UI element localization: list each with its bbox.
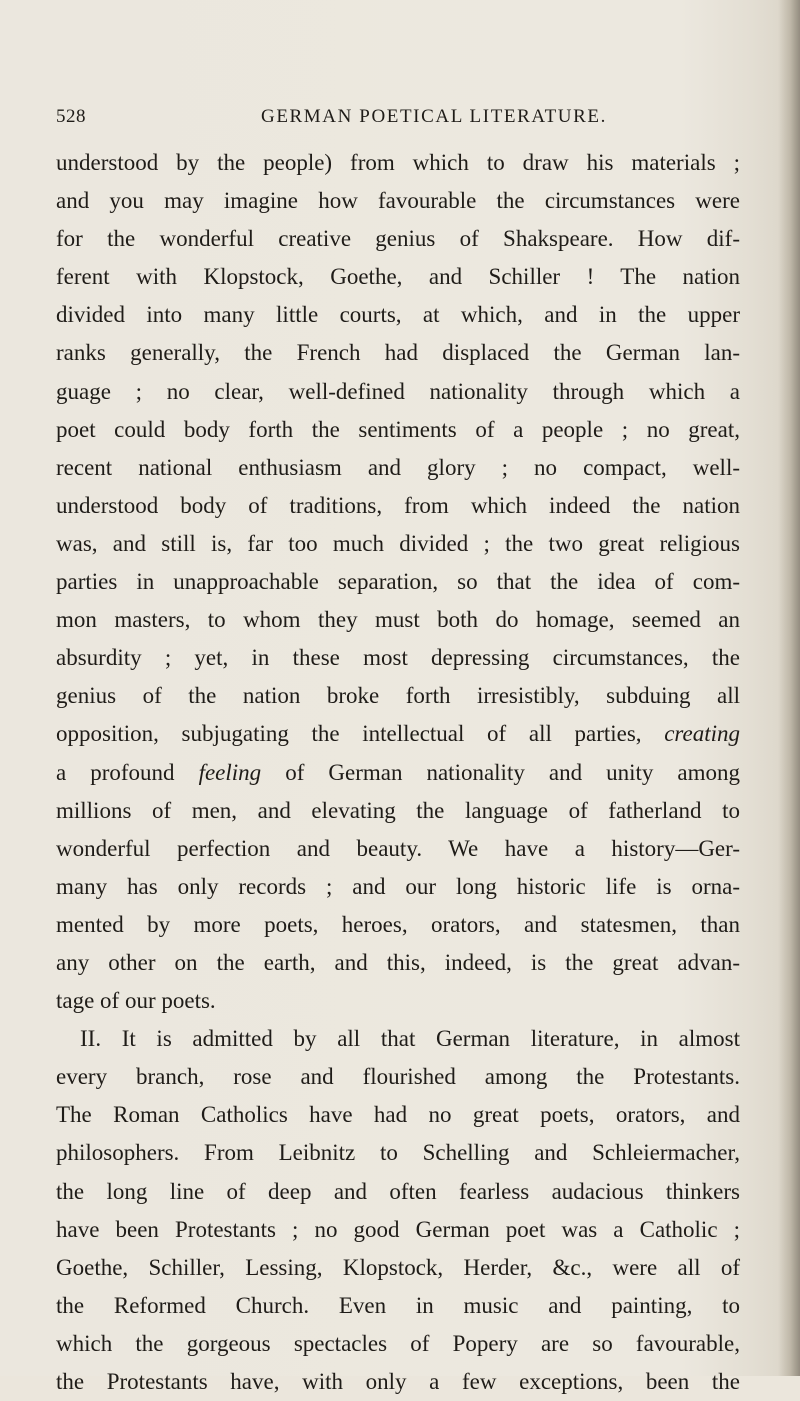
text-line (56, 906, 740, 944)
text-line (56, 1096, 740, 1134)
text-line (56, 449, 740, 487)
text-line (56, 639, 740, 677)
text-line (56, 1363, 740, 1401)
text-line (56, 1249, 740, 1287)
body-text (56, 144, 740, 1401)
text-segment: poet could body forth the sentiments of a people ; no great, (56, 416, 740, 442)
text-segment: have been Protestants ; no good German poet was a Catholic ; (56, 1216, 740, 1242)
text-line (56, 868, 740, 906)
text-segment: a profound (56, 759, 199, 785)
text-segment: the long line of deep and often fearless audacious thinkers (56, 1178, 740, 1204)
text-line (56, 1134, 740, 1172)
running-title: GERMAN POETICAL LITERATURE. (261, 106, 607, 127)
text-line (56, 601, 740, 639)
italic-emphasis: creating (664, 721, 740, 747)
text-segment: the Protestants have, with only a few exceptions, been the (56, 1369, 740, 1394)
text-line (56, 792, 740, 830)
text-line (56, 487, 740, 525)
text-segment: opposition, subjugating the intellectual of all parties, (56, 721, 665, 747)
text-segment: mented by more poets, heroes, orators, and statesmen, than (56, 911, 740, 937)
text-segment: the Reformed Church. Even in music and painting, to (56, 1292, 740, 1318)
text-line (56, 1173, 740, 1211)
text-line (56, 334, 740, 372)
text-segment: millions of men, and elevating the language of fatherland to (56, 797, 740, 823)
text-segment: and you may imagine how favourable the circumstances were (56, 188, 740, 214)
text-line (56, 830, 740, 868)
text-line (56, 220, 740, 258)
text-segment: Goethe, Schiller, Lessing, Klopstock, Herder, &c., were all of (56, 1254, 740, 1280)
text-line (56, 182, 740, 220)
text-segment: understood body of traditions, from which indeed the nation (56, 492, 740, 518)
text-line (56, 677, 740, 715)
text-line (56, 1211, 740, 1249)
text-segment: philosophers. From Leibnitz to Schelling and Schleiermacher, (56, 1140, 740, 1166)
text-segment: The Roman Catholics have had no great poets, orators, and (56, 1102, 740, 1128)
text-segment: any other on the earth, and this, indeed, is the great advan- (56, 949, 740, 975)
italic-emphasis: feeling (198, 759, 262, 785)
text-line (56, 944, 740, 982)
text-segment: absurdity ; yet, in these most depressing circumstances, the (56, 645, 740, 671)
text-segment: tage of our poets. (56, 988, 216, 1014)
text-segment: of German nationality and unity among (261, 759, 740, 785)
text-segment: II. It is admitted by all that German literature, in almost (80, 1026, 740, 1052)
text-line (56, 144, 740, 182)
text-segment: genius of the nation broke forth irresistibly, subduing all (56, 683, 740, 709)
text-line (56, 715, 740, 753)
text-line (56, 373, 740, 411)
text-line (56, 982, 740, 1020)
text-line (56, 258, 740, 296)
text-segment: wonderful perfection and beauty. We have a history—Ger- (56, 835, 740, 861)
page-edge-shadow (778, 0, 800, 1376)
text-line (56, 411, 740, 449)
page-number: 528 (56, 106, 86, 127)
text-line (56, 754, 740, 792)
text-segment: was, and still is, far too much divided ; the two great religious (56, 530, 740, 556)
text-segment: recent national enthusiasm and glory ; no compact, well- (56, 454, 740, 480)
text-segment: ferent with Klopstock, Goethe, and Schiller ! The nation (56, 264, 740, 290)
text-segment: for the wonderful creative genius of Shakspeare. How dif- (56, 226, 740, 252)
text-line (56, 563, 740, 601)
text-segment: mon masters, to whom they must both do homage, seemed an (56, 607, 740, 633)
text-line (56, 1058, 740, 1096)
text-line (56, 1287, 740, 1325)
text-segment: parties in unapproachable separation, so that the idea of com- (56, 569, 740, 595)
page-header (56, 106, 776, 136)
text-line (56, 1325, 740, 1363)
text-segment: guage ; no clear, well-defined nationality through which a (56, 378, 740, 404)
text-line (56, 525, 740, 563)
text-segment: every branch, rose and flourished among the Protestants. (56, 1064, 740, 1090)
text-segment: ranks generally, the French had displaced the German lan- (56, 340, 740, 366)
text-line (56, 1020, 740, 1058)
text-segment: many has only records ; and our long historic life is orna- (56, 873, 740, 899)
text-segment: understood by the people) from which to draw his materials ; (56, 150, 740, 175)
text-segment: which the gorgeous spectacles of Popery are so favourable, (56, 1330, 740, 1356)
text-line (56, 296, 740, 334)
text-segment: divided into many little courts, at which, and in the upper (56, 302, 740, 328)
